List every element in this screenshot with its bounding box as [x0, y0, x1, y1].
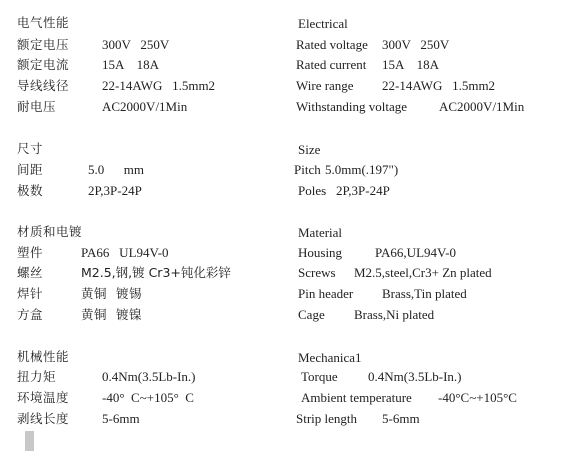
- en-mechanical-title: Mechanica1: [298, 350, 362, 365]
- en-size-title: Size: [298, 142, 321, 157]
- cn-rated-voltage-value: 300V 250V: [102, 37, 170, 52]
- cn-housing-label: 塑件: [17, 245, 44, 260]
- cn-ambient-temp-value: -40° C~+105° C: [102, 390, 194, 405]
- en-rated-voltage-value: 300V 250V: [382, 37, 450, 52]
- cn-screws-label: 螺丝: [17, 265, 44, 280]
- cn-mechanical-title: 机械性能: [17, 349, 70, 364]
- cn-wire-range-label: 导线线径: [17, 78, 70, 93]
- en-cage-value: Brass,Ni plated: [354, 307, 435, 322]
- cn-withstand-voltage-value: AC2000V/1Min: [102, 99, 188, 114]
- cn-torque-value: 0.4Nm(3.5Lb-In.): [102, 369, 196, 384]
- en-torque-row: [301, 368, 563, 386]
- en-screws-row: [298, 264, 563, 282]
- en-wire-range-value: 22-14AWG 1.5mm2: [382, 78, 496, 93]
- en-material-title: Material: [298, 225, 343, 240]
- en-rated-voltage-row: [296, 36, 561, 54]
- cn-ambient-temp-label: 环境温度: [17, 390, 70, 405]
- en-screws-value: M2.5,steel,Cr3+ Zn plated: [354, 265, 492, 280]
- en-wire-range-label: Wire range: [296, 78, 354, 93]
- en-pitch-value: 5.0mm(.197"): [325, 162, 399, 177]
- en-rated-current-row: [296, 56, 561, 74]
- en-ambient-temp-row: [301, 389, 563, 407]
- en-housing-value: PA66,UL94V-0: [375, 245, 457, 260]
- cn-pin-header-label: 焊针: [17, 286, 44, 301]
- cn-screws-value: M2.5,钢,镀 Cr3+钝化彩锌: [81, 265, 231, 280]
- en-electrical-title: Electrical: [298, 16, 348, 31]
- en-strip-length-label: Strip length: [296, 411, 358, 426]
- en-pitch-label: Pitch: [294, 162, 321, 177]
- cn-pin-header-value: 黄铜 镀锡: [81, 286, 142, 301]
- en-ambient-temp-value: -40°C~+105°C: [438, 390, 517, 405]
- cn-torque-label: 扭力矩: [17, 369, 57, 384]
- cn-pitch-value: 5.0 mm: [88, 162, 144, 177]
- cn-strip-length-label: 剥线长度: [17, 411, 70, 426]
- cn-strip-length-value: 5-6mm: [102, 411, 140, 426]
- cn-size-title: 尺寸: [17, 141, 44, 156]
- en-strip-length-row: [296, 410, 561, 428]
- en-rated-current-label: Rated current: [296, 57, 367, 72]
- cn-rated-current-value: 15A 18A: [102, 57, 160, 72]
- en-pin-header-label: Pin header: [298, 286, 354, 301]
- cn-electrical-title: 电气性能: [17, 15, 70, 30]
- en-poles-row: [298, 182, 563, 200]
- cn-withstand-voltage-label: 耐电压: [17, 99, 57, 114]
- cn-cage-label: 方盒: [17, 307, 44, 322]
- en-poles-value: 2P,3P-24P: [336, 183, 390, 198]
- en-rated-voltage-label: Rated voltage: [296, 37, 368, 52]
- en-housing-label: Housing: [298, 245, 343, 260]
- en-withstand-voltage-label: Withstanding voltage: [296, 99, 408, 114]
- en-torque-label: Torque: [301, 369, 338, 384]
- en-pin-header-row: [298, 285, 563, 303]
- cn-material-title: 材质和电镀: [17, 224, 83, 239]
- cn-poles-label: 极数: [17, 183, 44, 198]
- cn-rated-current-label: 额定电流: [17, 57, 70, 72]
- en-withstand-voltage-row: [296, 98, 561, 116]
- cn-rated-voltage-label: 额定电压: [17, 37, 70, 52]
- en-pitch-row: [294, 161, 559, 179]
- cn-cage-value: 黄铜 镀镍: [81, 307, 142, 322]
- en-strip-length-value: 5-6mm: [382, 411, 420, 426]
- en-cage-row: [298, 306, 563, 324]
- scroll-marker: [25, 431, 34, 451]
- en-withstand-voltage-value: AC2000V/1Min: [439, 99, 525, 114]
- cn-wire-range-value: 22-14AWG 1.5mm2: [102, 78, 216, 93]
- en-screws-label: Screws: [298, 265, 336, 280]
- en-rated-current-value: 15A 18A: [382, 57, 440, 72]
- en-housing-row: [298, 244, 563, 262]
- en-poles-label: Poles: [298, 183, 327, 198]
- en-ambient-temp-label: Ambient temperature: [301, 390, 412, 405]
- cn-poles-value: 2P,3P-24P: [88, 183, 142, 198]
- cn-housing-value: PA66 UL94V-0: [81, 245, 169, 260]
- en-torque-value: 0.4Nm(3.5Lb-In.): [368, 369, 462, 384]
- cn-pitch-label: 间距: [17, 162, 44, 177]
- en-wire-range-row: [296, 77, 561, 95]
- en-pin-header-value: Brass,Tin plated: [382, 286, 467, 301]
- en-cage-label: Cage: [298, 307, 325, 322]
